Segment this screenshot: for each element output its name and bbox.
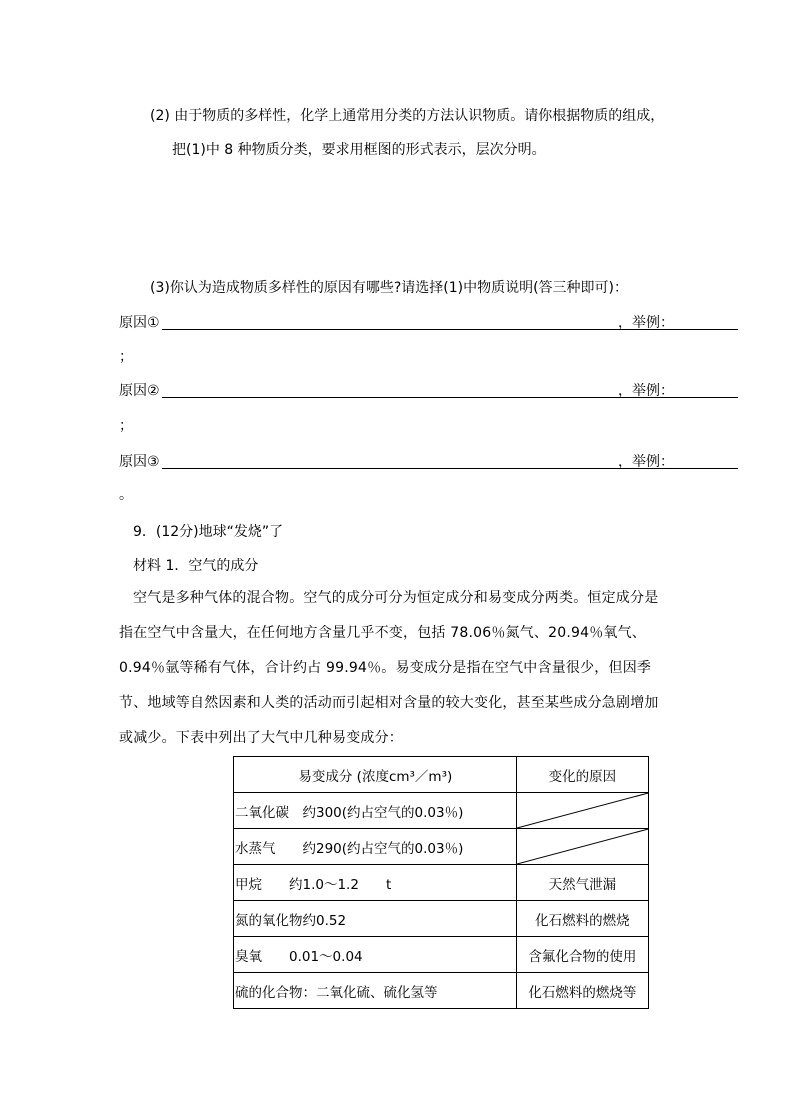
reason-cell: 天然气泄漏: [516, 865, 648, 901]
reason-cell: 化石燃料的燃烧: [516, 901, 648, 937]
q3-prompt: (3)你认为造成物质多样性的原因有哪些?请选择(1)中物质说明(答三种即可)：: [150, 280, 629, 296]
reason-label: 原因③: [119, 454, 160, 470]
variable-components-table: [233, 756, 649, 1009]
component-cell: 水蒸气 约290(约占空气的0.03％): [234, 829, 517, 865]
reason-cell-blank: [516, 829, 648, 865]
component-cell: 臭氧 0.01～0.04: [234, 937, 517, 973]
reason-label: 原因①: [119, 315, 160, 331]
component-cell: 二氧化碳 约300(约占空气的0.03％): [234, 793, 517, 829]
reason-cell-blank: [516, 793, 648, 829]
diagonal-slash: [517, 829, 648, 864]
reason-end-1: ；: [119, 349, 133, 365]
table-header-row: [234, 757, 649, 793]
table-row: [234, 829, 649, 865]
table-row: [234, 901, 649, 937]
reason-end-3: 。: [119, 487, 133, 503]
table-row: [234, 793, 649, 829]
header-reason: 变化的原因: [516, 757, 648, 793]
diagonal-slash: [517, 793, 648, 828]
header-component: 易变成分 (浓度cm³／m³): [234, 757, 517, 793]
q2-line-1: (2) 由于物质的多样性，化学上通常用分类的方法认识物质。请你根据物质的组成，: [150, 108, 665, 124]
example-label: ，举例：: [618, 315, 674, 331]
component-cell: 硫的化合物：二氧化硫、硫化氢等: [234, 973, 517, 1009]
table-row: [234, 973, 649, 1009]
reason-row-3: [119, 452, 674, 474]
q2-line-2: 把(1)中 8 种物质分类，要求用框图的形式表示，层次分明。: [172, 142, 546, 158]
material-paragraph: 空气是多种气体的混合物。空气的成分可分为恒定成分和易变成分两类。恒定成分是指在空气中含量大，在任何地方含量几乎不变，包括 78.06％氮气、20.94％氧气、0.94％氩等稀有气体，合计约占 99.94％。易变成分是指在空气中含量很少，但因季节、地域等自然因素和人类的活动而引起相对含量的较大变化，甚至某些成分急剧增加或减少。下表中列出了大气中几种易变成分：: [119, 590, 659, 746]
material-title: 材料 1．空气的成分: [133, 558, 259, 574]
table-row: [234, 937, 649, 973]
table-row: [234, 865, 649, 901]
reason-end-2: ；: [119, 418, 133, 434]
reason-cell: 化石燃料的燃烧等: [516, 973, 648, 1009]
component-cell: 甲烷 约1.0～1.2 t: [234, 865, 517, 901]
reason-label: 原因②: [119, 383, 160, 399]
component-cell: 氮的氧化物约0.52: [234, 901, 517, 937]
reason-cell: 含氟化合物的使用: [516, 937, 648, 973]
example-label: ，举例：: [618, 454, 674, 470]
reason-row-2: [119, 381, 674, 403]
reason-row-1: [119, 313, 674, 335]
q9-title: 9．(12分)地球“发烧”了: [133, 524, 284, 540]
example-label: ，举例：: [618, 383, 674, 399]
